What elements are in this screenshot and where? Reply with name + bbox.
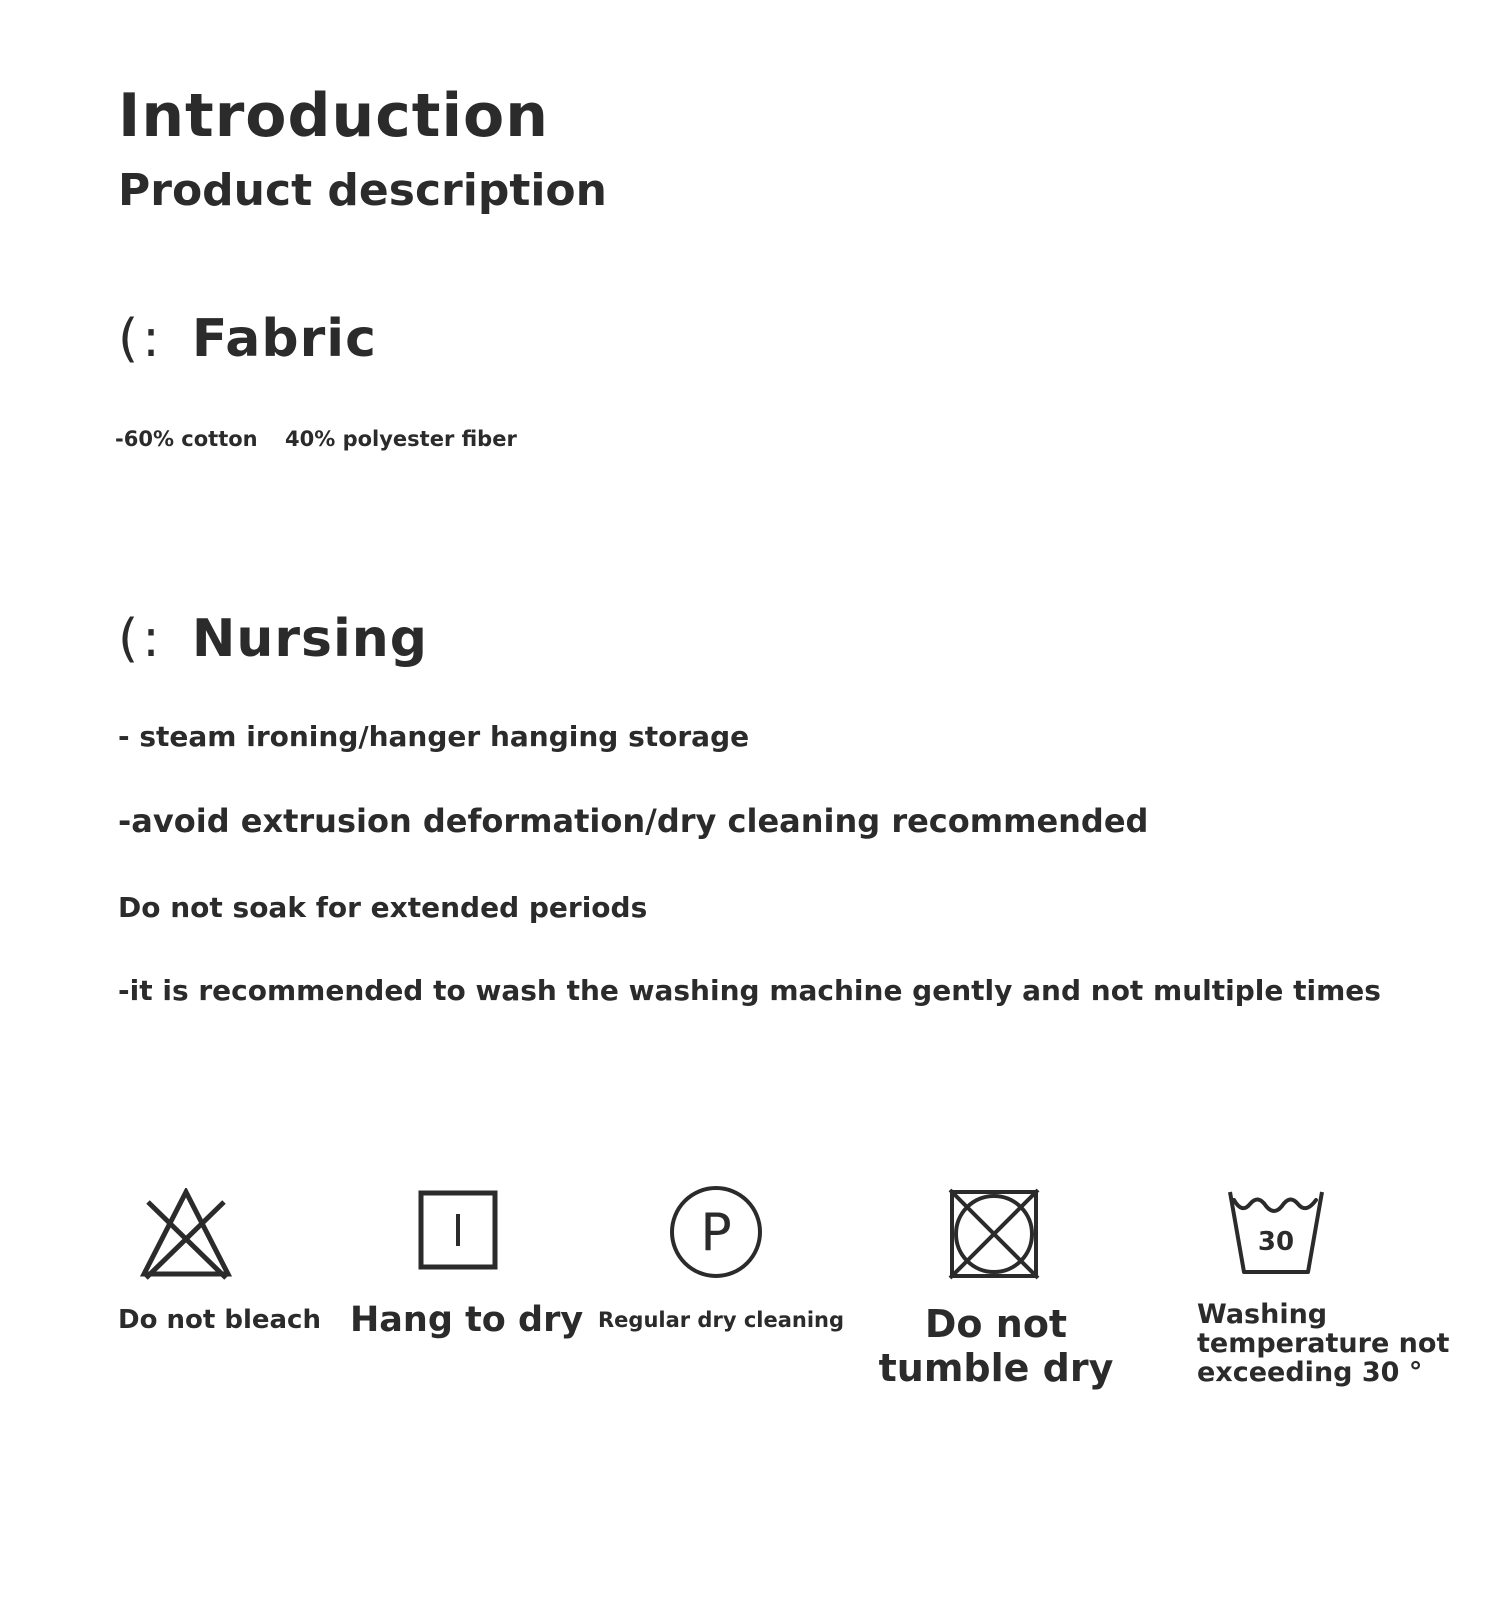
do-not-tumble-dry-label xyxy=(870,1302,1122,1390)
do-not-tumble-dry-label-line-1: Do not xyxy=(924,1302,1068,1346)
fabric-heading-prefix: (: xyxy=(118,309,164,369)
hang-to-dry-label: Hang to dry xyxy=(350,1300,584,1340)
nursing-heading-label: Nursing xyxy=(191,609,429,669)
fabric-item-cotton: -60% cotton xyxy=(115,427,258,451)
hang-to-dry-icon xyxy=(418,1190,498,1270)
wash-temperature-label-line-2: temperature not xyxy=(1197,1328,1450,1359)
do-not-bleach-icon xyxy=(140,1188,232,1280)
page-subtitle: Product description xyxy=(118,165,607,216)
fabric-heading-label: Fabric xyxy=(191,309,377,369)
wash-temperature-label-line-3: exceeding 30 ° xyxy=(1197,1357,1423,1388)
nursing-item-gentle-wash: -it is recommended to wash the washing machine gently and not multiple times xyxy=(118,974,1381,1007)
fabric-heading xyxy=(118,308,377,370)
do-not-tumble-dry-label-line-2: tumble dry xyxy=(878,1346,1114,1390)
wash-temperature-label xyxy=(1197,1300,1487,1387)
nursing-heading-prefix: (: xyxy=(118,609,164,669)
dry-clean-p-icon xyxy=(668,1184,764,1280)
nursing-heading xyxy=(118,608,428,670)
dry-clean-label: Regular dry cleaning xyxy=(598,1308,845,1332)
wash-temperature-label-line-1: Washing xyxy=(1197,1299,1328,1330)
do-not-tumble-dry-icon xyxy=(948,1188,1040,1280)
fabric-item-polyester: 40% polyester fiber xyxy=(285,427,517,451)
nursing-item-avoid-extrusion: -avoid extrusion deformation/dry cleaning recommended xyxy=(118,802,1149,840)
wash-30-glyph: 30 xyxy=(1257,1227,1295,1257)
nursing-item-steam: - steam ironing/hanger hanging storage xyxy=(118,720,750,753)
dry-clean-p-glyph: P xyxy=(700,1203,732,1263)
page-title: Introduction xyxy=(118,81,549,151)
do-not-bleach-label: Do not bleach xyxy=(118,1305,321,1335)
wash-30-icon xyxy=(1226,1188,1326,1276)
nursing-item-no-soak: Do not soak for extended periods xyxy=(118,891,648,924)
